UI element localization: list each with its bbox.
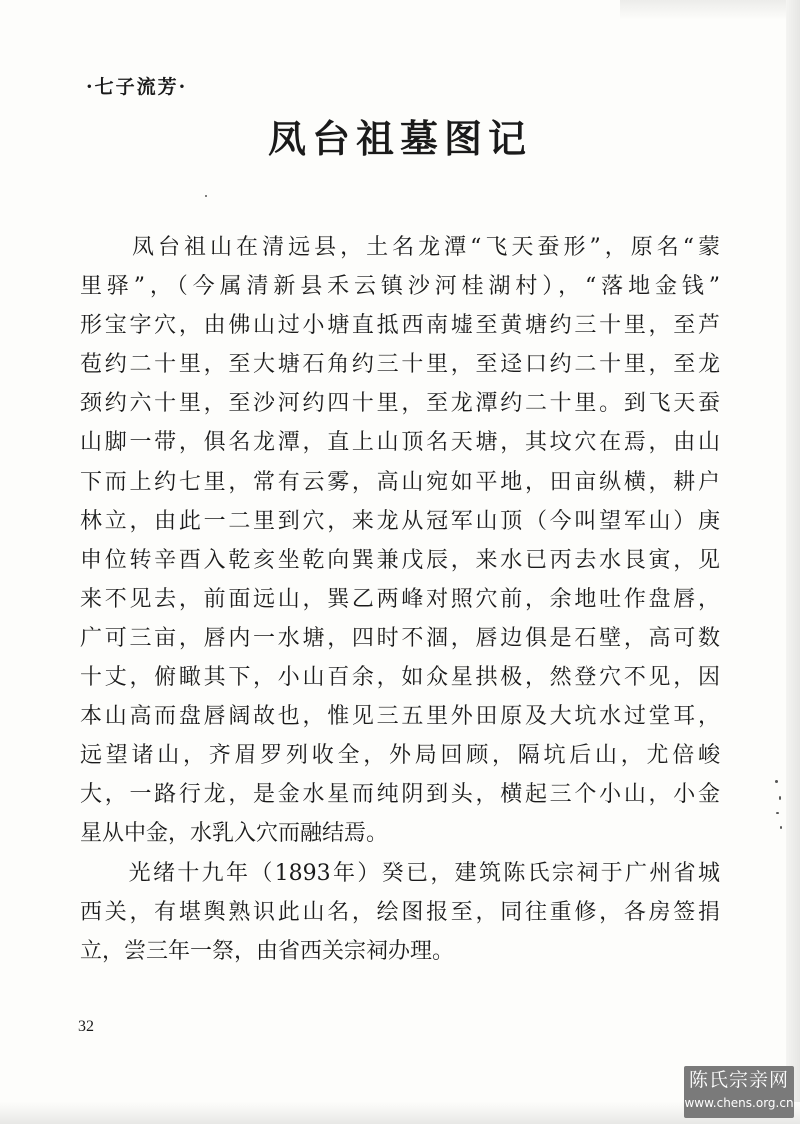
text-line: 里驿”，（今属清新县禾云镇沙河桂湖村），“落地金钱” (80, 274, 720, 300)
watermark-url: www.chens.org.cn (684, 1096, 794, 1110)
text-line: 形宝字穴，由佛山过小塘直抵西南墟至黄塘约三十里，至芦 (80, 313, 720, 339)
page-number: 32 (78, 1018, 94, 1035)
scan-speck (775, 780, 778, 783)
site-watermark (684, 1066, 794, 1118)
scan-speck (205, 195, 207, 197)
text-line: 申位转辛酉入乾亥坐乾向巽兼戊辰，来水已丙去水艮寅，见 (80, 547, 720, 573)
scan-speck (780, 826, 782, 829)
text-line: 凤台祖山在清远县，土名龙潭“飞天蚕形”，原名“蒙 (80, 235, 720, 260)
text-line: 本山高而盘唇阔故也，惟见三五里外田原及大坑水过堂耳， (80, 704, 720, 730)
watermark-name: 陈氏宗亲网 (688, 1069, 789, 1091)
text-line: 星从中金，水乳入穴而融结焉。 (80, 821, 389, 847)
text-line: 林立，由此一二里到穴，来龙从冠军山顶（今叫望军山）庚 (80, 508, 720, 534)
scan-edge-bottom (0, 1102, 800, 1124)
paragraph-1 (80, 228, 720, 854)
text-line: 西关，有堪舆熟识此山名，绘图报至，同往重修，各房签捐 (80, 899, 720, 925)
text-line: 广可三亩，唇内一水塘，四时不涸，唇边俱是石壁，高可数 (80, 625, 720, 651)
section-header: ·七子流芳· (86, 76, 188, 98)
scan-edge-right (786, 0, 800, 1124)
text-line: 十丈，俯瞰其下，小山百余，如众星拱极，然登穴不见，因 (80, 665, 720, 691)
scan-edge-top (620, 0, 800, 20)
text-line: 下而上约七里，常有云雾，高山宛如平地，田亩纵横，耕户 (80, 469, 720, 495)
text-line: 光绪十九年（1893年）癸已，建筑陈氏宗祠于广州省城 (80, 860, 720, 886)
body-text (80, 228, 720, 971)
text-line: 颈约六十里，至沙河约四十里，至龙潭约二十里。到飞天蚕 (80, 391, 720, 417)
scan-speck (779, 796, 781, 800)
text-line: 远望诸山，齐眉罗列收全，外局回顾，隔坑后山，尤倍峻 (80, 743, 720, 769)
text-line: 山脚一带，俱名龙潭，直上山顶名天塘，其坟穴在焉，由山 (80, 430, 720, 456)
text-line: 来不见去，前面远山，巽乙两峰对照穴前，余地吐作盘唇， (80, 586, 720, 612)
paragraph-2 (80, 854, 720, 971)
text-line: 立，尝三年一祭，由省西关宗祠办理。 (80, 938, 455, 964)
scan-speck (776, 812, 779, 814)
text-line: 大，一路行龙，是金水星而纯阴到头，横起三个小山，小金 (80, 782, 720, 808)
text-line: 苞约二十里，至大塘石角约三十里，至迳口约二十里，至龙 (80, 352, 720, 378)
page-title: 凤台祖墓图记 (267, 116, 532, 161)
